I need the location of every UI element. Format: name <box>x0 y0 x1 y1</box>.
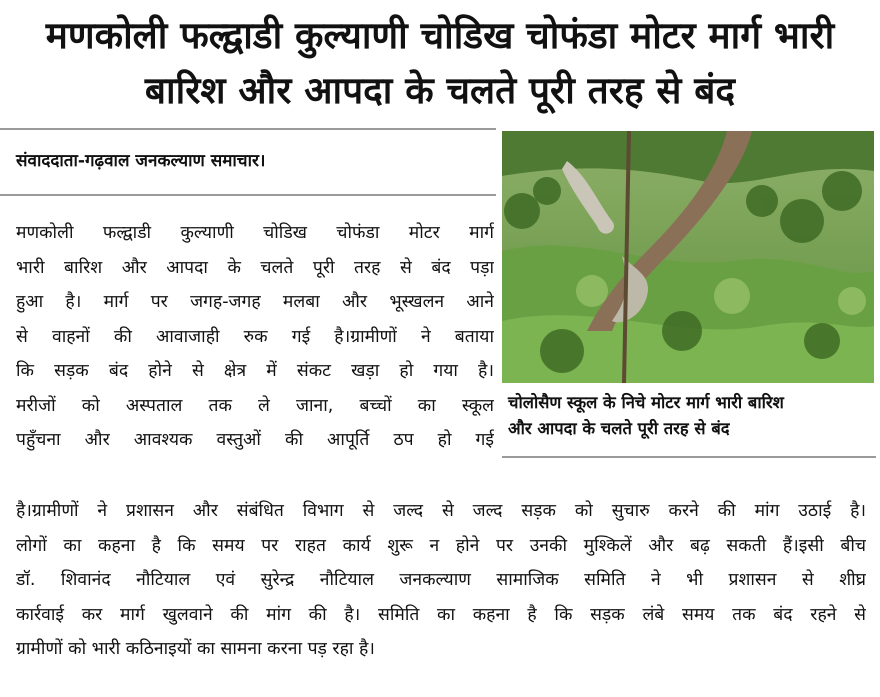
body-line: पहुँचना और आवश्यक वस्तुओं की आपूर्ति ठप हो गई <box>16 430 494 450</box>
body-line: हुआ है। मार्ग पर जगह-जगह मलबा और भूस्खलन आने <box>16 292 494 312</box>
divider-top <box>0 128 496 130</box>
headline <box>0 8 880 118</box>
article-body-narrow <box>16 216 494 458</box>
caption-line-2: और आपदा के चलते पूरी तरह से बंद <box>508 419 730 438</box>
headline-line-1: मणकोली फल्द्वाडी कुल्याणी चोडिख चोफंडा मोटर मार्ग भारी <box>45 14 835 57</box>
body-line: कि सड़क बंद होने से क्षेत्र में संकट खड़ा हो गया है। <box>16 361 494 381</box>
body-line: कार्रवाई कर मार्ग खुलवाने की मांग की है। समिति का कहना है कि सड़क लंबे समय तक बंद रहने से <box>16 604 866 625</box>
photo-caption <box>508 390 874 442</box>
landslide-photo-illustration <box>502 131 874 383</box>
body-line: मणकोली फल्द्वाडी कुल्याणी चोडिख चोफंडा मोटर मार्ग <box>16 223 494 243</box>
body-line: ग्रामीणों को भारी कठिनाइयों का सामना करना पड़ रहा है। <box>16 639 375 659</box>
divider-caption <box>502 456 876 458</box>
body-line: मरीजों को अस्पताल तक ले जाना, बच्चों का स्कूल <box>16 395 494 416</box>
caption-line-1: चोलोसैण स्कूल के निचे मोटर मार्ग भारी बारिश <box>508 393 784 412</box>
body-line: लोगों का कहना है कि समय पर राहत कार्य शुरू न होने पर उनकी मुश्किलें और बढ़ सकती हैं।इसी बीच <box>16 535 866 556</box>
byline: संवाददाता-गढ़वाल जनकल्याण समाचार। <box>16 151 266 171</box>
body-line: है।ग्रामीणों ने प्रशासन और संबंधित विभाग से जल्द से जल्द सड़क को सुचारु करने की मांग उठाई है। <box>16 501 866 521</box>
body-line: डॉ. शिवानंद नौटियाल एवं सुरेन्द्र नौटियाल जनकल्याण सामाजिक समिति ने भी प्रशासन से शीघ्र <box>16 570 866 590</box>
divider-byline <box>0 194 496 196</box>
headline-line-2: बारिश और आपदा के चलते पूरी तरह से बंद <box>144 69 736 112</box>
body-line: से वाहनों की आवाजाही रुक गई है।ग्रामीणों ने बताया <box>16 326 494 347</box>
landslide-photo <box>502 131 874 383</box>
article-body-wide <box>16 494 866 667</box>
body-line: भारी बारिश और आपदा के चलते पूरी तरह से बंद पड़ा <box>16 257 494 278</box>
